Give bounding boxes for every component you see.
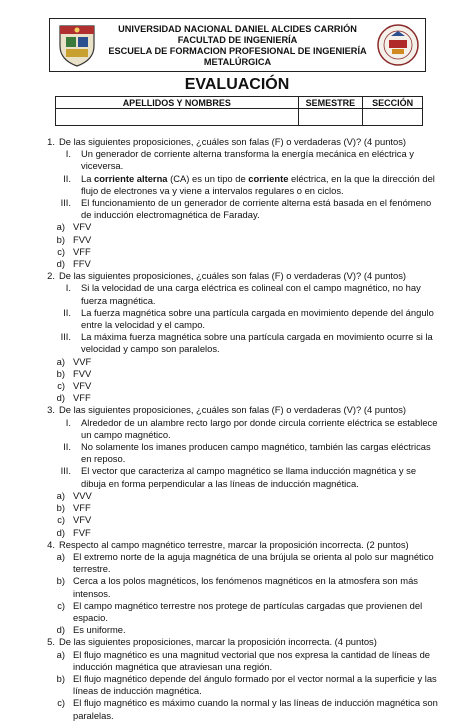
name-column-header: APELLIDOS Y NOMBRES: [56, 97, 299, 109]
page-title: EVALUACIÓN: [184, 76, 290, 93]
answer-option-a[interactable]: a) VVF: [56, 355, 92, 367]
section-column-header: SECCIÓN: [363, 97, 423, 109]
answer-option-b[interactable]: b) FVV: [56, 367, 92, 379]
question-text: De las siguientes proposiciones, ¿cuáles son falas (F) o verdaderas (V)? (4 puntos): [59, 136, 407, 147]
question-4: [33, 539, 438, 637]
answer-option-d[interactable]: d) FVF: [56, 526, 91, 538]
answer-option-a[interactable]: a) El flujo magnético es una magnitud vectorial que nos expresa la cantidad de líneas de inducción magnética que atraviesan una región.: [56, 648, 430, 672]
proposition-number: II.: [63, 306, 71, 318]
semester-field[interactable]: [298, 109, 363, 126]
proposition-number: I.: [65, 282, 71, 294]
answer-option-b[interactable]: b) FVV: [56, 233, 92, 245]
proposition-number: I.: [65, 148, 71, 160]
proposition-text: Si la velocidad de una carga eléctrica es colineal con el campo magnético, no hay fuerza magnética.: [81, 282, 421, 306]
answer-option-c[interactable]: c) VFV: [57, 514, 92, 526]
question-text: Respecto al campo magnético terrestre, marcar la proposición incorrecta. (2 puntos): [59, 538, 409, 550]
proposition-number: I.: [65, 416, 71, 428]
answer-option-d[interactable]: d) FFV: [56, 258, 91, 270]
question-3: [33, 404, 438, 538]
school-shield-icon: [375, 22, 421, 68]
question-1: [33, 136, 438, 270]
answer-option-c[interactable]: c) VFV: [57, 380, 92, 392]
proposition-text: Alrededor de un alambre recto largo por donde circula corriente eléctrica se establece un campo magnético.: [81, 416, 438, 440]
question-number: 1.: [47, 136, 55, 147]
answer-option-c[interactable]: c) El flujo magnético es máximo cuando la normal y las líneas de inducción magnética son paralelas.: [57, 697, 438, 721]
question-number: 2.: [47, 270, 55, 282]
proposition-text: Un generador de corriente alterna transforma la energía mecánica en eléctrica y viceversa.: [81, 148, 414, 172]
faculty-name: FACULTAD DE INGENIERÍA: [177, 35, 298, 45]
answer-option-d[interactable]: d) Es uniforme.: [56, 624, 126, 636]
university-crest-icon: [54, 22, 100, 68]
answer-option-c[interactable]: c) VFF: [57, 245, 91, 257]
proposition-text: No solamente los imanes producen campo magnético, también las cargas eléctricas en reposo.: [81, 441, 431, 465]
university-name: UNIVERSIDAD NACIONAL DANIEL ALCIDES CARRIÓN: [118, 24, 357, 34]
student-info-table: [55, 96, 423, 126]
semester-column-header: SEMESTRE: [298, 97, 363, 109]
question-5: [33, 636, 438, 721]
proposition-number: III.: [60, 465, 71, 477]
answer-option-a[interactable]: a) VVV: [56, 489, 92, 501]
question-number: 4.: [47, 538, 55, 550]
answer-option-d[interactable]: d) VFF: [56, 392, 91, 404]
answer-option-b[interactable]: b) El flujo magnético depende del ángulo formado por el vector normal a la superficie y las líneas de inducción magnética.: [56, 672, 437, 697]
question-number: 5.: [47, 636, 55, 648]
answer-option-a[interactable]: a) El extremo norte de la aguja magnética de una brújula se orienta al polo sur magnético terrestre.: [56, 550, 434, 575]
proposition-number: III.: [60, 197, 71, 209]
question-text: De las siguientes proposiciones, ¿cuáles son falas (F) o verdaderas (V)? (4 puntos): [59, 270, 407, 282]
section-field[interactable]: [363, 109, 423, 126]
proposition-number: III.: [60, 331, 71, 343]
exam-questions: [33, 136, 438, 722]
answer-option-b[interactable]: b) VFF: [56, 502, 91, 514]
proposition-number: II.: [63, 441, 71, 453]
proposition-text: La fuerza magnética sobre una partícula cargada en movimiento depende del ángulo entre la velocidad y el campo.: [81, 306, 434, 331]
header-text: [104, 24, 371, 68]
proposition-number: II.: [63, 172, 71, 184]
program-name: METALÚRGICA: [203, 57, 272, 67]
question-text: De las siguientes proposiciones, marcar la proposición incorrecta. (4 puntos): [59, 636, 377, 648]
answer-option-b[interactable]: b) Cerca a los polos magnéticos, los fenómenos magnéticos en la atmosfera son más intensos.: [56, 575, 418, 599]
document-header: [49, 18, 426, 72]
proposition-text: La corriente alterna (CA) es un tipo de corriente eléctrica, en la que la dirección del flujo de electrones va y viene a intervalos regulares o en ciclos.: [81, 172, 435, 196]
question-number: 3.: [47, 404, 55, 416]
school-name: ESCUELA DE FORMACION PROFESIONAL DE INGENIERÍA: [108, 46, 367, 56]
question-text: De las siguientes proposiciones, ¿cuáles son falas (F) o verdaderas (V)? (4 puntos): [59, 404, 407, 416]
answer-option-a[interactable]: a) VFV: [56, 221, 92, 233]
name-field[interactable]: [56, 109, 299, 126]
question-2: [33, 270, 438, 404]
proposition-text: El vector que caracteriza al campo magnético se llama inducción magnética y se dibuja en forma perpendicular a las líneas de inducción magnética.: [81, 465, 417, 489]
answer-option-c[interactable]: c) El campo magnético terrestre nos protege de partículas cargadas que provienen del espacio.: [57, 599, 423, 623]
proposition-text: El funcionamiento de un generador de corriente alterna está basada en el fenómeno de inducción electromagnética de Faraday.: [81, 197, 432, 221]
proposition-text: La máxima fuerza magnética sobre una partícula cargada en movimiento ocurre si la velocidad y campo son paralelos.: [81, 331, 433, 355]
